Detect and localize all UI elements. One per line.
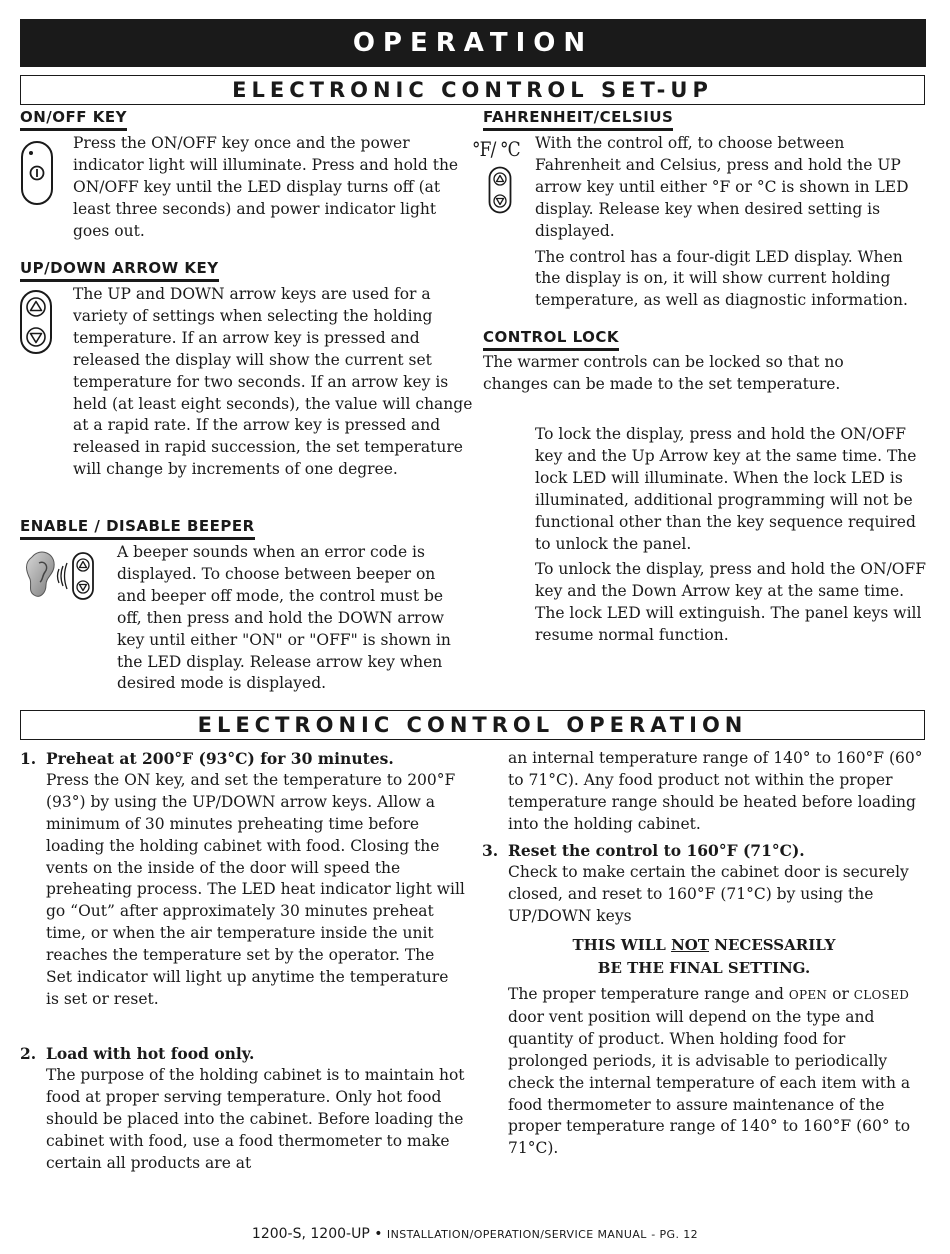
final-pre: The proper temperature range and [508, 985, 789, 1003]
beeper-text: A beeper sounds when an error code is displayed. To choose between beeper on and beeper off mode, the control must be off, then press and hold the DOWN arrow key until either "ON" or "OFF" is shown in the LED display. Release arrow key when desired mode is displayed. [117, 543, 451, 693]
final-closed: CLOSED [853, 988, 910, 1002]
fahrenheit-celsius-icon-label: °F/ °C [472, 137, 520, 161]
lock-text: To lock the display, press and hold the ON/OFF key and the Up Arrow key at the same time. The lock LED will illuminate. When the lock LED is illuminated, additional programming will not be functional other than the key sequence required to unlock the panel. [535, 425, 917, 553]
notice-pre: THIS WILL [572, 936, 672, 954]
updown-heading: UP/DOWN ARROW KEY [20, 259, 219, 282]
final-mid: or [827, 985, 854, 1003]
notice-line-1 [508, 934, 900, 957]
page-title: OPERATION [20, 19, 926, 67]
footer-manual: INSTALLATION/OPERATION/SERVICE MANUAL [386, 1228, 647, 1241]
beeper-heading: ENABLE / DISABLE BEEPER [20, 517, 255, 540]
step-2-continued: an internal temperature range of 140° to 160°F (60° to 71°C). Any food product not within the proper temperature range should be heated before loading into the holding cabinet. [508, 749, 923, 833]
step-2-text: The purpose of the holding cabinet is to maintain hot food at proper serving temperature. Only hot food should be placed into the cabinet. Before loading the cabinet with food, use a food thermometer to make certain all products are at [46, 1065, 465, 1172]
page-footer [0, 1226, 950, 1242]
step-3-text: Check to make certain the cabinet door is securely closed, and reset to 160°F (71°C) by using the UP/DOWN keys [508, 862, 909, 925]
step-3-number: 3. [482, 841, 499, 860]
step-2-heading: Load with hot food only. [46, 1044, 255, 1063]
setup-heading: ELECTRONIC CONTROL SET-UP [20, 75, 925, 105]
power-key-icon [20, 140, 54, 206]
control-lock-intro: The warmer controls can be locked so that no changes can be made to the set temperature. [483, 353, 844, 393]
operation-heading: ELECTRONIC CONTROL OPERATION [20, 710, 925, 740]
footer-page: - PG. 12 [651, 1228, 699, 1241]
final-post: door vent position will depend on the type and quantity of product. When holding food for prolonged periods, it is advisable to periodically check the internal temperature of each item with a food thermometer to assure maintenance of the proper temperature range of 140° to 160°F (60° to 71°C). [508, 1007, 911, 1158]
footer-model: 1200-S, 1200-UP • [251, 1226, 383, 1242]
ear-beeper-icon [22, 549, 96, 603]
up-down-arrow-icon [488, 166, 512, 214]
control-lock-heading: CONTROL LOCK [483, 328, 619, 351]
step-3 [482, 840, 928, 928]
arrow-keys-icon [19, 289, 53, 355]
updown-text: The UP and DOWN arrow keys are used for a variety of settings when selecting the holding temperature. If an arrow key is pressed and released the display will show the current set temperature for two seconds. If an arrow key is held (at least eight seconds), the value will change at a rapid rate. If the arrow key is pressed and released in rapid succession, the set temperature will change by increments of one degree. [73, 285, 473, 479]
control-lock-text [535, 424, 927, 647]
fahrenheit-heading: FAHRENHEIT/CELSIUS [483, 108, 673, 131]
final-paragraph [508, 984, 930, 1160]
fahrenheit-text [535, 133, 927, 312]
notice-line-2: BE THE FINAL SETTING. [597, 958, 811, 977]
fahrenheit-text-2: The control has a four-digit LED display. When the display is on, it will show current holding temperature, as well as diagnostic information. [535, 247, 908, 310]
final-setting-notice [508, 934, 900, 979]
unlock-text: To unlock the display, press and hold the ON/OFF key and the Down Arrow key at the same time. The lock LED will extinguish. The panel keys will resume normal function. [535, 560, 927, 645]
step-1-text: Press the ON key, and set the temperature to 200°F (93°) by using the UP/DOWN arrow keys. Allow a minimum of 30 minutes preheating time before loading the holding cabinet with food. Closing the vents on the inside of the door will speed the preheating process. The LED heat indicator light will go “Out” after approximately 30 minutes preheat time, or when the air temperature inside the unit reaches the temperature set by the operator. The Set indicator will light up anytime the temperature is set or reset. [46, 770, 465, 1008]
step-1-heading: Preheat at 200°F (93°C) for 30 minutes. [46, 749, 394, 768]
step-2 [20, 1043, 465, 1174]
step-3-heading: Reset the control to 160°F (71°C). [508, 841, 805, 860]
final-open: OPEN [788, 988, 828, 1002]
step-2-number: 2. [20, 1044, 37, 1063]
step-1-number: 1. [20, 749, 37, 768]
onoff-text: Press the ON/OFF key once and the power indicator light will illuminate. Press and hold the ON/OFF key until the LED display turns off (at least three seconds) and power indicator light goes out. [73, 134, 459, 240]
onoff-heading: ON/OFF KEY [20, 108, 127, 131]
notice-emphasis: NOT [671, 936, 710, 954]
notice-post: NECESSARILY [709, 936, 836, 954]
step-1 [20, 748, 465, 1011]
fahrenheit-text-1: With the control off, to choose between Fahrenheit and Celsius, press and hold the UP arrow key until either °F or °C is shown in LED display. Release key when desired setting is displayed. [535, 134, 909, 240]
